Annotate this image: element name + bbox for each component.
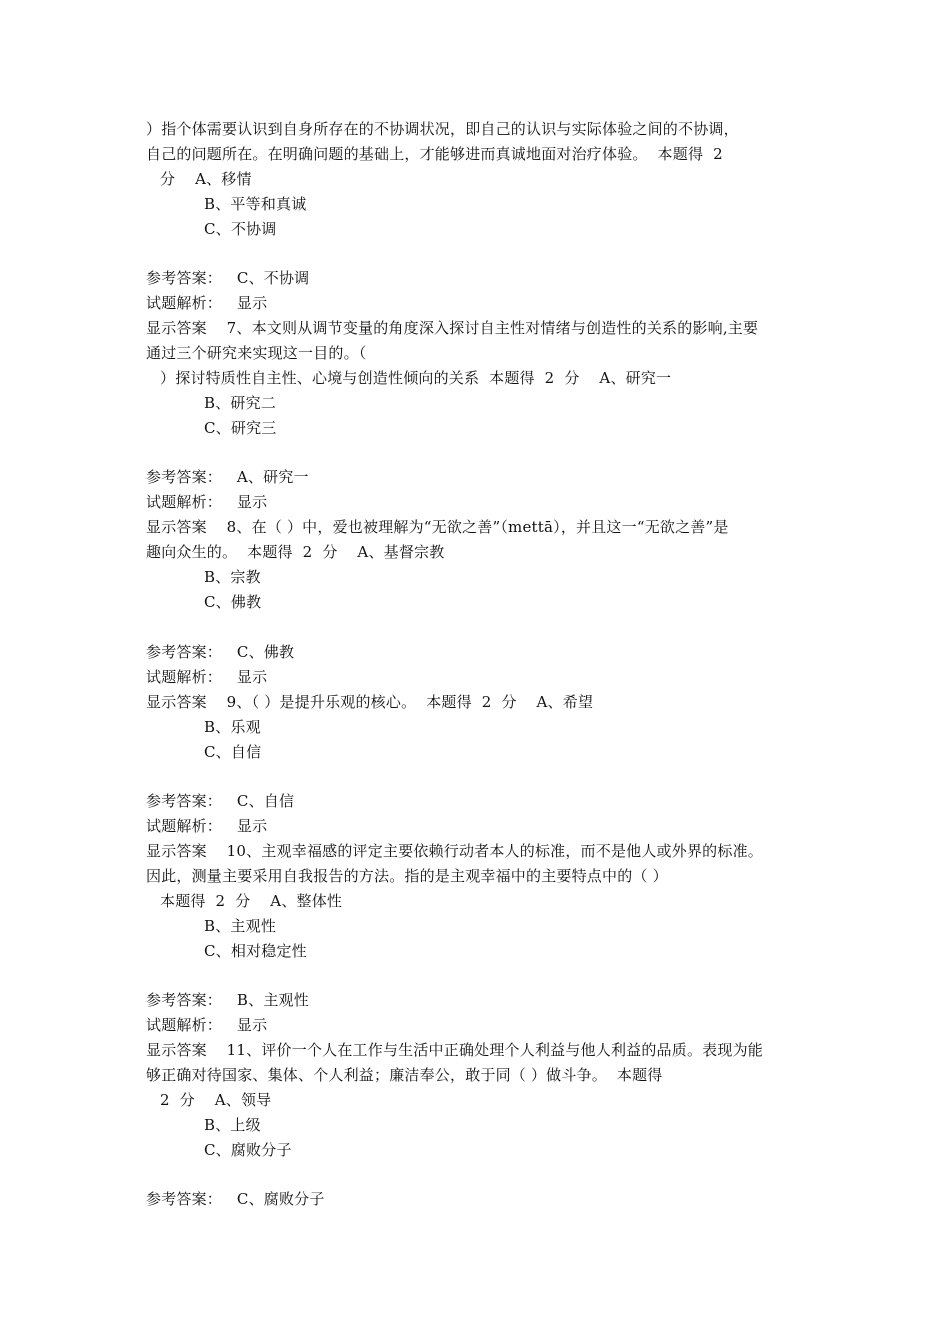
question-8-stem-line-1: 显示答案 8、在（ ）中，爱也被理解为“无欲之善”（mettā），并且这一“无欲之善”是 <box>146 518 729 536</box>
question-9-analysis: 试题解析： 显示 <box>146 817 268 835</box>
question-7-option-c: C、研究三 <box>204 419 277 437</box>
question-7-stem-line-1: 显示答案 7、本文则从调节变量的角度深入探讨自主性对情绪与创造性的关系的影响,主要 <box>146 319 759 337</box>
question-6-option-c: C、不协调 <box>204 220 277 238</box>
question-6-option-a: 分 A、移情 <box>160 170 252 188</box>
question-10-option-c: C、相对稳定性 <box>204 942 307 960</box>
question-7-reference-answer: 参考答案： A、研究一 <box>146 468 309 486</box>
question-9-stem: 显示答案 9、（ ）是提升乐观的核心。 本题得 2 分 A、希望 <box>146 693 594 711</box>
question-10-stem-line-2: 因此，测量主要采用自我报告的方法。指的是主观幸福中的主要特点中的（ ） <box>146 867 668 885</box>
question-7-analysis: 试题解析： 显示 <box>146 493 268 511</box>
question-11-stem-line-1: 显示答案 11、评价一个人在工作与生活中正确处理个人利益与他人利益的品质。表现为能 <box>146 1041 763 1059</box>
question-6-option-b: B、平等和真诚 <box>204 195 307 213</box>
question-6-analysis: 试题解析： 显示 <box>146 294 268 312</box>
question-11-option-c: C、腐败分子 <box>204 1141 292 1159</box>
question-6-stem-line-1: ）指个体需要认识到自身所存在的不协调状况，即自己的认识与实际体验之间的不协调， <box>146 120 739 138</box>
question-11-option-a: 2 分 A、领导 <box>160 1091 272 1109</box>
question-7-option-b: B、研究二 <box>204 394 277 412</box>
question-11-reference-answer: 参考答案： C、腐败分子 <box>146 1190 325 1208</box>
question-10-stem-line-1: 显示答案 10、主观幸福感的评定主要依赖行动者本人的标准，而不是他人或外界的标准。 <box>146 842 763 860</box>
question-7-stem-line-2: 通过三个研究来实现这一目的。（ <box>146 344 367 362</box>
question-6-reference-answer: 参考答案： C、不协调 <box>146 269 310 287</box>
question-8-analysis: 试题解析： 显示 <box>146 668 268 686</box>
question-9-option-b: B、乐观 <box>204 718 261 736</box>
question-10-option-b: B、主观性 <box>204 917 277 935</box>
question-6-stem-line-2: 自己的问题所在。在明确问题的基础上，才能够进而真诚地面对治疗体验。 本题得 2 <box>146 145 723 163</box>
question-10-analysis: 试题解析： 显示 <box>146 1016 268 1034</box>
question-11-option-b: B、上级 <box>204 1116 261 1134</box>
question-8-reference-answer: 参考答案： C、佛教 <box>146 643 295 661</box>
question-8-option-c: C、佛教 <box>204 593 262 611</box>
question-8-option-b: B、宗教 <box>204 568 261 586</box>
question-11-stem-line-2: 够正确对待国家、集体、个人利益；廉洁奉公，敢于同（ ）做斗争。 本题得 <box>146 1066 663 1084</box>
question-7-option-a: ）探讨特质性自主性、心境与创造性倾向的关系 本题得 2 分 A、研究一 <box>160 369 672 387</box>
question-9-reference-answer: 参考答案： C、自信 <box>146 792 295 810</box>
question-8-stem-line-2: 趣向众生的。 本题得 2 分 A、基督宗教 <box>146 543 445 561</box>
question-10-option-a: 本题得 2 分 A、整体性 <box>160 892 343 910</box>
question-10-reference-answer: 参考答案： B、主观性 <box>146 991 309 1009</box>
question-9-option-c: C、自信 <box>204 743 262 761</box>
